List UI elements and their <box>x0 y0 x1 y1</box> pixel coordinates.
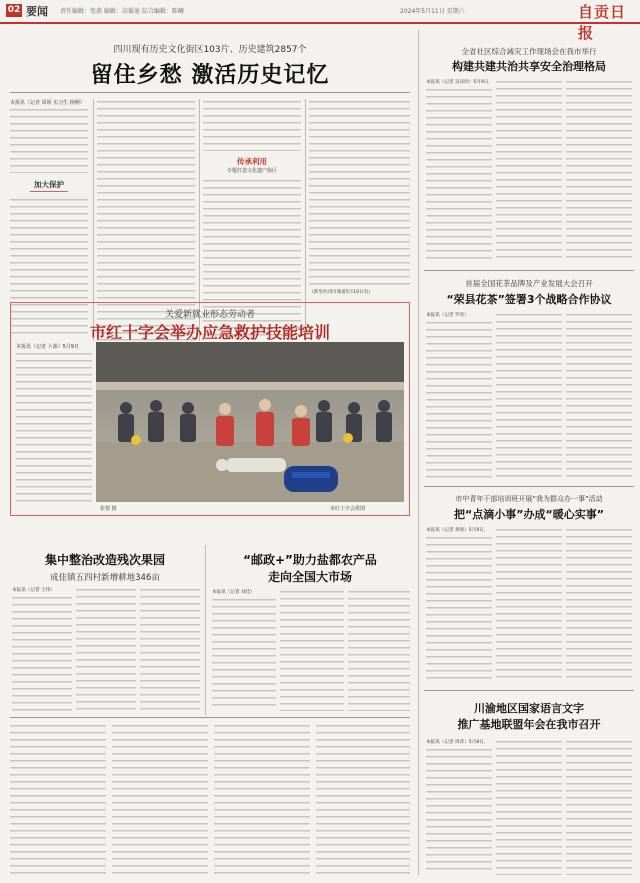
feature-byline: 本报讯（记者 卜源）5月9日 <box>16 344 79 350</box>
lead-col4-text <box>309 99 410 285</box>
lead-subhead-protect-rule: ━━━━━━━━━━━━━━ <box>30 190 68 195</box>
editors-line: 责任编辑：张燕 编辑：高蜀迪 综合编辑：陈曦 <box>60 8 184 15</box>
right-mid-col3 <box>566 312 632 478</box>
section-rule <box>424 270 634 271</box>
right-top-kicker: 全省社区综合减灾工作现场会在我市举行 <box>461 47 597 56</box>
lead-col1-text <box>10 107 88 173</box>
bottom-center-headline-line2: 走向全国大市场 <box>267 570 352 584</box>
right-mid2-kicker: 市中青年干部培训班开展“我为群众办一事”活动 <box>455 495 603 503</box>
feature-kicker: 关爱新就业形态劳动者 <box>164 310 255 320</box>
bottom-left-headline: 集中整治改造残次果园 <box>44 553 165 567</box>
photo-caption: 市红十字会供图 <box>330 506 366 512</box>
bottom-center-byline: 本报讯（记者 刘佳） <box>212 590 255 595</box>
right-mid2-byline: 本报讯（记者 黄锐）5月9日， <box>426 528 489 533</box>
lead-subhead-protect: 加大保护 <box>34 180 64 189</box>
bottom-left-byline: 本报讯（记者 王伟） <box>12 588 55 593</box>
right-bottom-headline-line2: 推广基地联盟年会在我市召开 <box>457 718 601 731</box>
right-bottom-col3 <box>566 739 632 875</box>
bottom-center-col2 <box>280 589 344 711</box>
lead-col3-text <box>203 99 301 151</box>
right-mid2-col3 <box>566 527 632 683</box>
bottom-left-col2 <box>76 587 136 711</box>
feature-body-text <box>16 351 92 507</box>
right-top-col2 <box>496 79 562 263</box>
lower-col4 <box>316 723 410 875</box>
lead-closing: （新华社四川频道5月10日电） <box>309 290 373 295</box>
section-rule <box>10 717 410 718</box>
bottom-left-col3 <box>140 587 200 711</box>
right-bottom-col1 <box>426 747 492 875</box>
right-bottom-byline: 本报讯（记者 周萍）5月8日， <box>426 740 489 745</box>
right-bottom-headline-line1: 川渝地区国家语言文字 <box>474 702 584 715</box>
lower-col1 <box>10 723 106 875</box>
bottom-center-col3 <box>348 589 410 711</box>
right-mid2-col1 <box>426 535 492 683</box>
right-mid-headline: “荣县花茶”签署3个战略合作协议 <box>446 293 612 306</box>
lead-subhead-build: 专题打造文化遗产街区 <box>226 168 277 174</box>
right-mid2-headline: 把“点滴小事”办成“暖心实事” <box>454 508 604 521</box>
right-mid-byline: 本报讯（记者 罗浩） <box>426 313 469 318</box>
right-top-headline: 构建共建共治共享安全治理格局 <box>452 60 606 73</box>
bottom-left-subhead: 成佳镇五四村新增耕地346亩 <box>50 573 160 583</box>
section-rule <box>424 690 634 691</box>
bottom-center-col1 <box>212 597 276 711</box>
page-number: 02 <box>7 5 21 15</box>
lead-subhead-inherit: 传承利用 <box>237 157 267 166</box>
right-top-col1 <box>426 87 492 263</box>
section-rule <box>424 486 634 487</box>
bottom-left-col1 <box>12 595 72 711</box>
lower-col2 <box>112 723 208 875</box>
right-mid-col2 <box>496 312 562 478</box>
training-photo-illustration <box>96 342 404 502</box>
feature-headline: 市红十字会举办应急救护技能培训 <box>89 323 330 342</box>
right-mid-kicker: 首届全国花茶品牌及产业发展大会召开 <box>465 279 593 288</box>
issue-date: 2024年5月11日 星期六 <box>400 8 465 15</box>
right-mid-col1 <box>426 320 492 478</box>
lead-kicker: 四川现有历史文化街区103片、历史建筑2857个 <box>113 45 307 55</box>
lead-rule <box>10 92 410 93</box>
right-mid2-col2 <box>496 527 562 683</box>
right-bottom-col2 <box>496 739 562 875</box>
newspaper-logo: 自贡日报 <box>578 3 627 42</box>
feature-photo <box>96 342 404 502</box>
right-column-divider <box>418 30 419 875</box>
lower-col3 <box>214 723 310 875</box>
right-top-byline: 本报讯（记者 吴泽欣）5月9日， <box>426 80 494 85</box>
lead-headline: 留住乡愁 激活历史记忆 <box>90 63 330 88</box>
photo-credit: 张梨 摄 <box>100 506 117 512</box>
section-title: 要闻 <box>26 5 48 18</box>
bottom-center-headline-line1: “邮政+”助力盐都农产品 <box>243 553 377 567</box>
right-top-col3 <box>566 79 632 263</box>
column-divider <box>205 545 206 715</box>
lead-byline: 本报讯（记者 周娇 实习生 杨柳） <box>10 100 85 106</box>
